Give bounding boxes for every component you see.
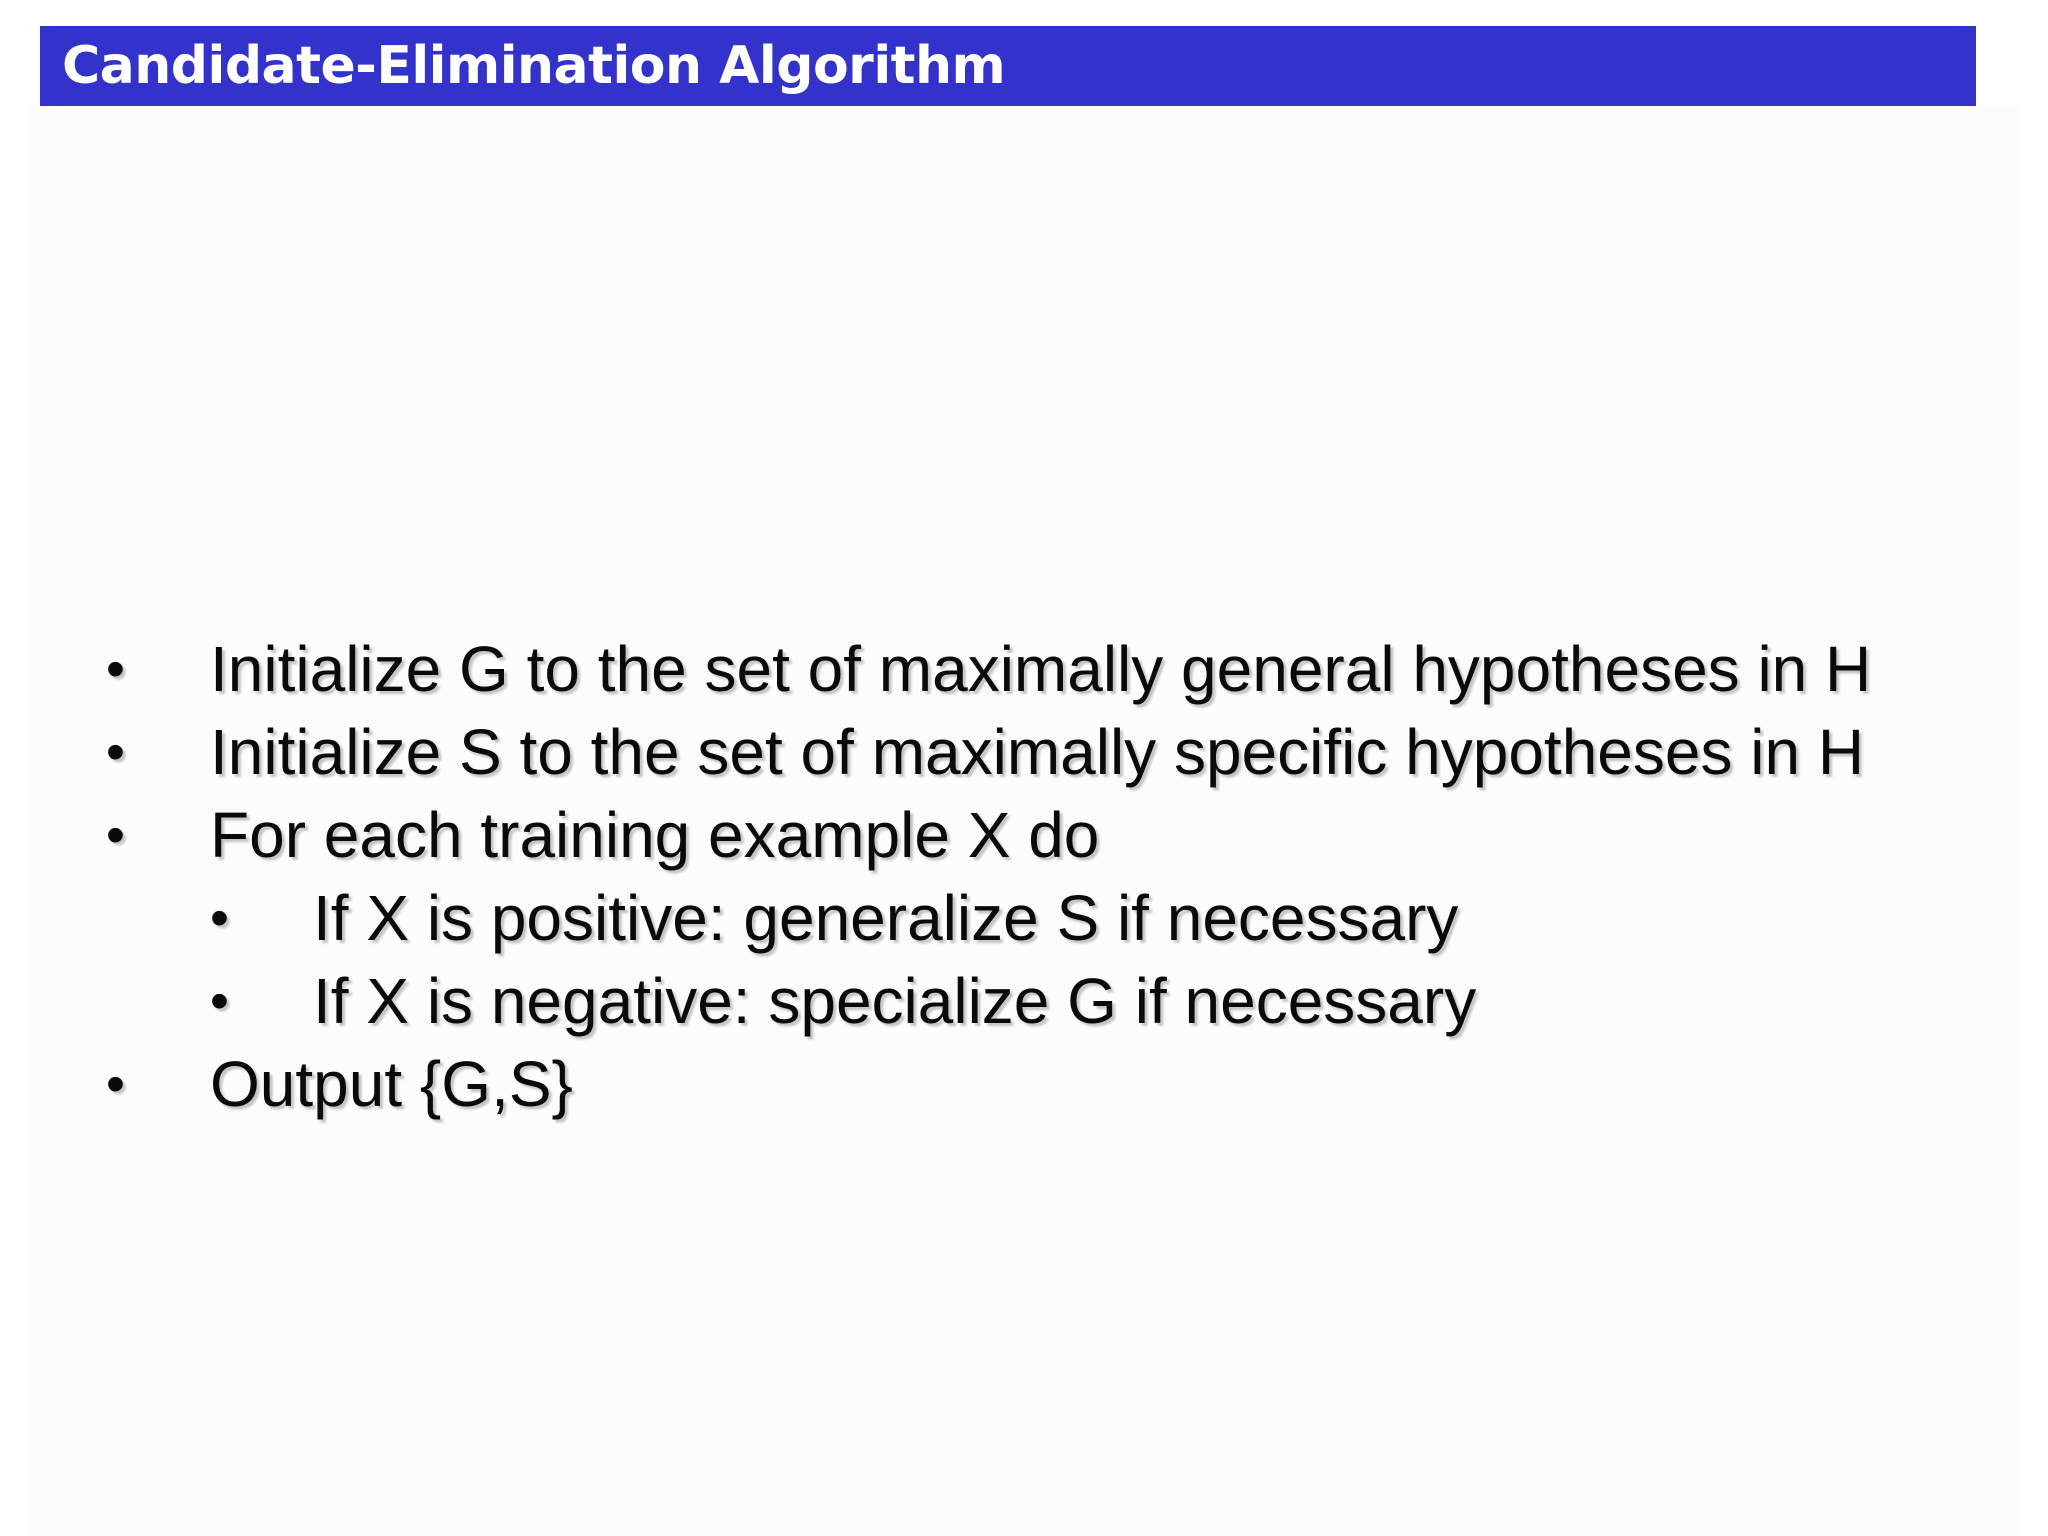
title-bar (40, 26, 1976, 106)
sub-bullet-item (0, 877, 2048, 960)
bullet-text: For each training example X do (210, 799, 1100, 871)
bullet-dot: • (106, 805, 125, 865)
bullet-text: If X is negative: specialize G if necessary (313, 965, 1477, 1037)
bullet-dot: • (106, 1054, 125, 1114)
bullet-dot: • (106, 722, 125, 782)
bullet-item (0, 711, 2048, 794)
bullet-item (0, 794, 2048, 877)
bullet-item (0, 628, 2048, 711)
bullet-text: Initialize G to the set of maximally general hypotheses in H (210, 633, 1872, 705)
bullet-dot: • (210, 971, 229, 1031)
bullet-dot: • (210, 888, 229, 948)
bullet-dot: • (106, 639, 125, 699)
bullet-text: Output {G,S} (210, 1048, 573, 1120)
bullet-text: If X is positive: generalize S if necessary (313, 882, 1459, 954)
bullet-item (0, 1043, 2048, 1126)
sub-bullet-item (0, 960, 2048, 1043)
slide-title: Candidate-Elimination Algorithm (62, 36, 1006, 96)
bullet-text: Initialize S to the set of maximally specific hypotheses in H (210, 716, 1865, 788)
bullet-list (0, 628, 2048, 1126)
